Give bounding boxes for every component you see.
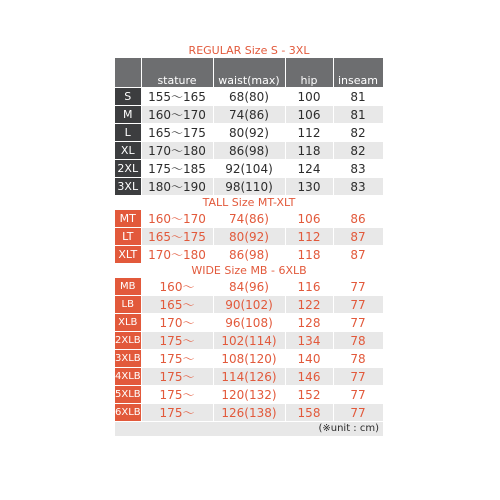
stature-cell: 180〜190 — [141, 178, 213, 196]
size-label: 3XLB — [115, 350, 141, 368]
inseam-cell: 77 — [333, 368, 383, 386]
waist-cell: 80(92) — [213, 124, 285, 142]
col-header-stature: stature — [141, 72, 213, 88]
wide-row — [115, 296, 383, 314]
waist-cell: 86(98) — [213, 246, 285, 264]
hip-cell: 118 — [285, 246, 333, 264]
size-label: 6XLB — [115, 404, 141, 422]
inseam-cell: 87 — [333, 246, 383, 264]
wide-row — [115, 332, 383, 350]
header-corner — [115, 72, 141, 88]
size-label: M — [115, 106, 141, 124]
inseam-cell: 83 — [333, 178, 383, 196]
hip-cell: 118 — [285, 142, 333, 160]
inseam-cell: 77 — [333, 386, 383, 404]
inseam-cell: 77 — [333, 314, 383, 332]
hip-cell: 124 — [285, 160, 333, 178]
inseam-cell: 83 — [333, 160, 383, 178]
regular-row — [115, 178, 383, 196]
tall-row — [115, 228, 383, 246]
stature-cell: 175〜 — [141, 386, 213, 404]
hip-cell: 134 — [285, 332, 333, 350]
waist-cell: 74(86) — [213, 106, 285, 124]
size-label: MT — [115, 210, 141, 228]
size-label: XLT — [115, 246, 141, 264]
stature-cell: 175〜 — [141, 404, 213, 422]
tall-row — [115, 210, 383, 228]
size-label: XL — [115, 142, 141, 160]
waist-cell: 86(98) — [213, 142, 285, 160]
stature-cell: 170〜180 — [141, 246, 213, 264]
tall-row — [115, 246, 383, 264]
stature-cell: 155〜165 — [141, 88, 213, 106]
hip-cell: 128 — [285, 314, 333, 332]
waist-cell: 102(114) — [213, 332, 285, 350]
wide-row — [115, 368, 383, 386]
hip-cell: 130 — [285, 178, 333, 196]
stature-cell: 160〜170 — [141, 210, 213, 228]
waist-cell: 90(102) — [213, 296, 285, 314]
hip-cell: 106 — [285, 106, 333, 124]
size-label: S — [115, 88, 141, 106]
wide-row — [115, 278, 383, 296]
waist-cell: 92(104) — [213, 160, 285, 178]
size-label: L — [115, 124, 141, 142]
size-label: 3XL — [115, 178, 141, 196]
inseam-cell: 86 — [333, 210, 383, 228]
stature-cell: 170〜180 — [141, 142, 213, 160]
hip-cell: 146 — [285, 368, 333, 386]
hip-cell: 112 — [285, 228, 333, 246]
stature-cell: 160〜 — [141, 278, 213, 296]
inseam-cell: 81 — [333, 88, 383, 106]
size-label: 5XLB — [115, 386, 141, 404]
regular-row — [115, 88, 383, 106]
wide-row — [115, 350, 383, 368]
stature-cell: 160〜170 — [141, 106, 213, 124]
wide-size-title: WIDE Size MB - 6XLB — [191, 264, 307, 277]
waist-cell: 96(108) — [213, 314, 285, 332]
regular-size-title: REGULAR Size S - 3XL — [188, 44, 310, 57]
size-label: 2XLB — [115, 332, 141, 350]
waist-cell: 80(92) — [213, 228, 285, 246]
hip-cell: 122 — [285, 296, 333, 314]
wide-size-table — [115, 278, 384, 422]
waist-cell: 68(80) — [213, 88, 285, 106]
inseam-cell: 87 — [333, 228, 383, 246]
waist-cell: 74(86) — [213, 210, 285, 228]
inseam-cell: 78 — [333, 332, 383, 350]
stature-cell: 165〜175 — [141, 124, 213, 142]
stature-cell: 165〜175 — [141, 228, 213, 246]
size-label: MB — [115, 278, 141, 296]
inseam-cell: 82 — [333, 124, 383, 142]
unit-note: (※unit : cm) — [115, 422, 383, 436]
wide-row — [115, 314, 383, 332]
stature-cell: 170〜 — [141, 314, 213, 332]
tall-size-table — [115, 210, 384, 264]
waist-cell: 108(120) — [213, 350, 285, 368]
inseam-cell: 77 — [333, 296, 383, 314]
size-label: XLB — [115, 314, 141, 332]
waist-cell: 98(110) — [213, 178, 285, 196]
stature-cell: 175〜 — [141, 332, 213, 350]
inseam-cell: 81 — [333, 106, 383, 124]
regular-row — [115, 142, 383, 160]
wide-row — [115, 404, 383, 422]
waist-cell: 126(138) — [213, 404, 285, 422]
hip-cell: 158 — [285, 404, 333, 422]
size-chart — [115, 44, 383, 436]
waist-cell: 114(126) — [213, 368, 285, 386]
regular-row — [115, 124, 383, 142]
col-header-waist: waist(max) — [213, 72, 285, 88]
hip-cell: 140 — [285, 350, 333, 368]
wide-row — [115, 386, 383, 404]
inseam-cell: 78 — [333, 350, 383, 368]
hip-cell: 112 — [285, 124, 333, 142]
tall-size-title: TALL Size MT-XLT — [202, 196, 296, 209]
stature-cell: 175〜 — [141, 368, 213, 386]
stature-cell: 165〜 — [141, 296, 213, 314]
waist-cell: 120(132) — [213, 386, 285, 404]
waist-cell: 84(96) — [213, 278, 285, 296]
stature-cell: 175〜 — [141, 350, 213, 368]
inseam-cell: 77 — [333, 404, 383, 422]
regular-size-table — [115, 58, 384, 196]
inseam-cell: 77 — [333, 278, 383, 296]
size-label: 4XLB — [115, 368, 141, 386]
size-label: LT — [115, 228, 141, 246]
hip-cell: 106 — [285, 210, 333, 228]
hip-cell: 116 — [285, 278, 333, 296]
regular-row — [115, 106, 383, 124]
header-spacer — [115, 58, 141, 72]
regular-row — [115, 160, 383, 178]
col-header-inseam: inseam — [333, 72, 383, 88]
stature-cell: 175〜185 — [141, 160, 213, 178]
hip-cell: 100 — [285, 88, 333, 106]
col-header-hip: hip — [285, 72, 333, 88]
size-label: LB — [115, 296, 141, 314]
size-label: 2XL — [115, 160, 141, 178]
inseam-cell: 82 — [333, 142, 383, 160]
hip-cell: 152 — [285, 386, 333, 404]
